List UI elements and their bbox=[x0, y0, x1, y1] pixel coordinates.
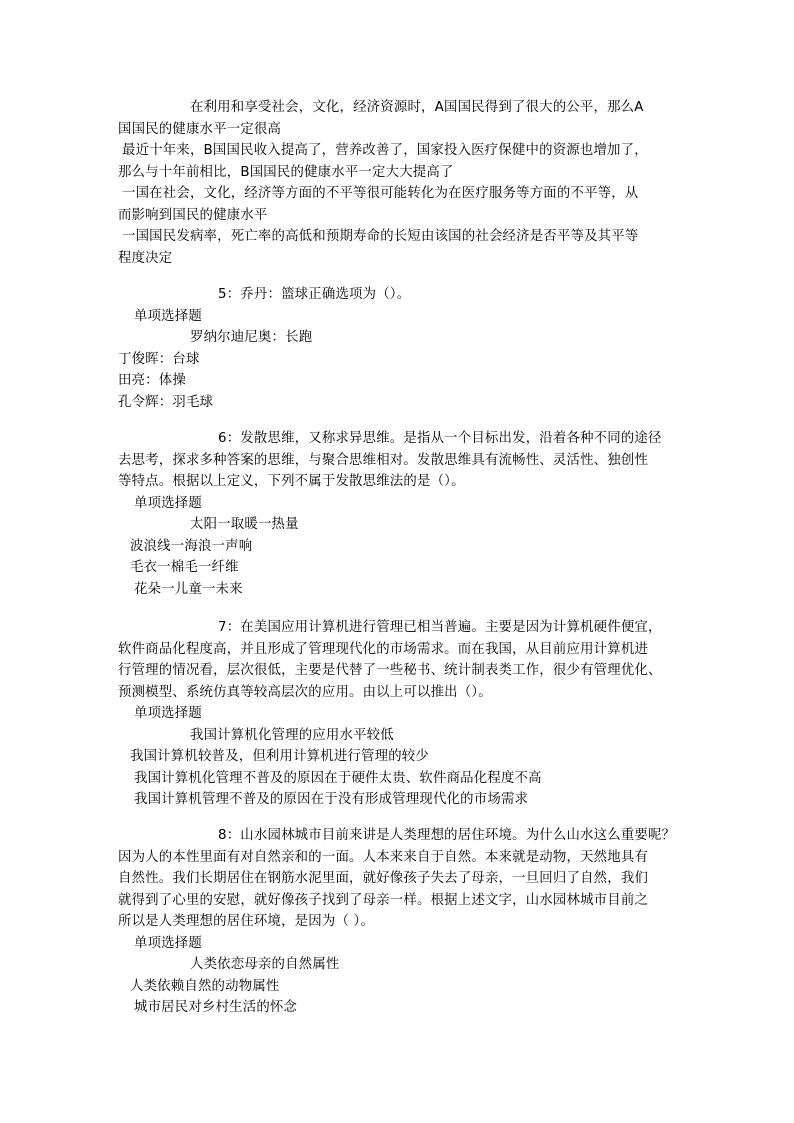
question-5 bbox=[118, 284, 678, 413]
question-stem-line-1: 7：在美国应用计算机进行管理已相当普遍。主要是因为计算机硬件便宜， bbox=[218, 620, 662, 635]
option-d: 我国计算机管理不普及的原因在于没有形成管理现代化的市场需求 bbox=[134, 792, 529, 807]
option-a: 人类依恋母亲的自然属性 bbox=[190, 957, 340, 972]
option-b: 人类依赖自然的动物属性 bbox=[130, 978, 280, 994]
prelude-option-c-line-2: 而影响到国民的健康水平 bbox=[118, 207, 268, 223]
question-type-label: 单项选择题 bbox=[134, 308, 202, 324]
question-stem-line-3: 等特点。根据以上定义，下列不属于发散思维法的是（）。 bbox=[118, 474, 465, 489]
question-stem-line-2: 去思考，探求多种答案的思维，与聚合思维相对。发散思维具有流畅性、灵活性、独创性 bbox=[118, 452, 649, 468]
option-c: 我国计算机化管理不普及的原因在于硬件太贵、软件商品化程度不高 bbox=[134, 770, 542, 786]
question-stem-line-2: 软件商品化程度高，并且形成了管理现代化的市场需求。而在我国，从目前应用计算机进 bbox=[118, 641, 649, 657]
prelude-options bbox=[118, 97, 678, 269]
question-stem-line-4: 预测模型、系统仿真等较高层次的应用。由以上可以推出（）。 bbox=[118, 684, 492, 700]
option-c: 毛衣一棉毛一纤维 bbox=[130, 560, 239, 575]
question-stem-line-3: 自然性。我们长期居住在钢筋水泥里面，就好像孩子失去了母亲，一旦回归了自然，我们 bbox=[118, 871, 649, 886]
prelude-option-a-line-1: 在利用和享受社会，文化，经济资源时，A国国民得到了很大的公平，那么A bbox=[190, 100, 644, 115]
question-type-label: 单项选择题 bbox=[134, 935, 202, 951]
option-d: 花朵一儿童一未来 bbox=[134, 581, 243, 597]
option-b: 我国计算机较普及，但利用计算机进行管理的较少 bbox=[130, 749, 429, 764]
option-b: 波浪线一海浪一声响 bbox=[130, 538, 253, 554]
option-b: 丁俊晖：台球 bbox=[118, 351, 200, 367]
question-type-label: 单项选择题 bbox=[134, 495, 202, 511]
question-type-label: 单项选择题 bbox=[134, 706, 202, 721]
option-a: 我国计算机化管理的应用水平较低 bbox=[190, 727, 394, 743]
option-d: 孔令辉：羽毛球 bbox=[118, 394, 214, 410]
option-a: 太阳一取暖一热量 bbox=[190, 517, 299, 532]
question-7 bbox=[118, 617, 678, 811]
prelude-option-b-line-1: 最近十年来，B国国民收入提高了，营养改善了，国家投入医疗保健中的资源也增加了， bbox=[122, 143, 648, 158]
prelude-option-d-line-1: 一国国民发病率，死亡率的高低和预期寿命的长短由该国的社会经济是否平等及其平等 bbox=[122, 229, 639, 244]
question-8 bbox=[118, 825, 678, 1019]
prelude-option-a-line-2: 国国民的健康水平一定很高 bbox=[118, 121, 282, 137]
question-stem-line-4: 就得到了心里的安慰，就好像孩子找到了母亲一样。根据上述文字，山水园林城市目前之 bbox=[118, 892, 649, 908]
question-stem-line-2: 因为人的本性里面有对自然亲和的一面。人本来来自于自然。本来就是动物，天然地具有 bbox=[118, 849, 649, 865]
question-stem-line-1: 6：发散思维，又称求异思维。是指从一个目标出发，沿着各种不同的途径 bbox=[218, 431, 662, 446]
prelude-option-c-line-1: 一国在社会，文化，经济等方面的不平等很可能转化为在医疗服务等方面的不平等，从 bbox=[122, 186, 639, 201]
option-c: 城市居民对乡村生活的怀念 bbox=[134, 1000, 298, 1015]
question-6 bbox=[118, 428, 678, 600]
prelude-option-b-line-2: 那么与十年前相比，B国国民的健康水平一定大大提高了 bbox=[118, 164, 454, 180]
question-stem-line-5: 所以是人类理想的居住环境，是因为（ ）。 bbox=[118, 914, 374, 929]
question-stem-line-3: 行管理的情况看，层次很低，主要是代替了一些秘书、统计制表类工作，很少有管理优化、 bbox=[118, 663, 662, 678]
question-stem: 5：乔丹：篮球正确选项为（）。 bbox=[218, 287, 411, 302]
option-c: 田亮：体操 bbox=[118, 373, 186, 388]
question-stem-line-1: 8：山水园林城市目前来讲是人类理想的居住环境。为什么山水这么重要呢？ bbox=[218, 828, 676, 843]
option-a: 罗纳尔迪尼奥：长跑 bbox=[190, 330, 313, 345]
prelude-option-d-line-2: 程度决定 bbox=[118, 250, 173, 266]
